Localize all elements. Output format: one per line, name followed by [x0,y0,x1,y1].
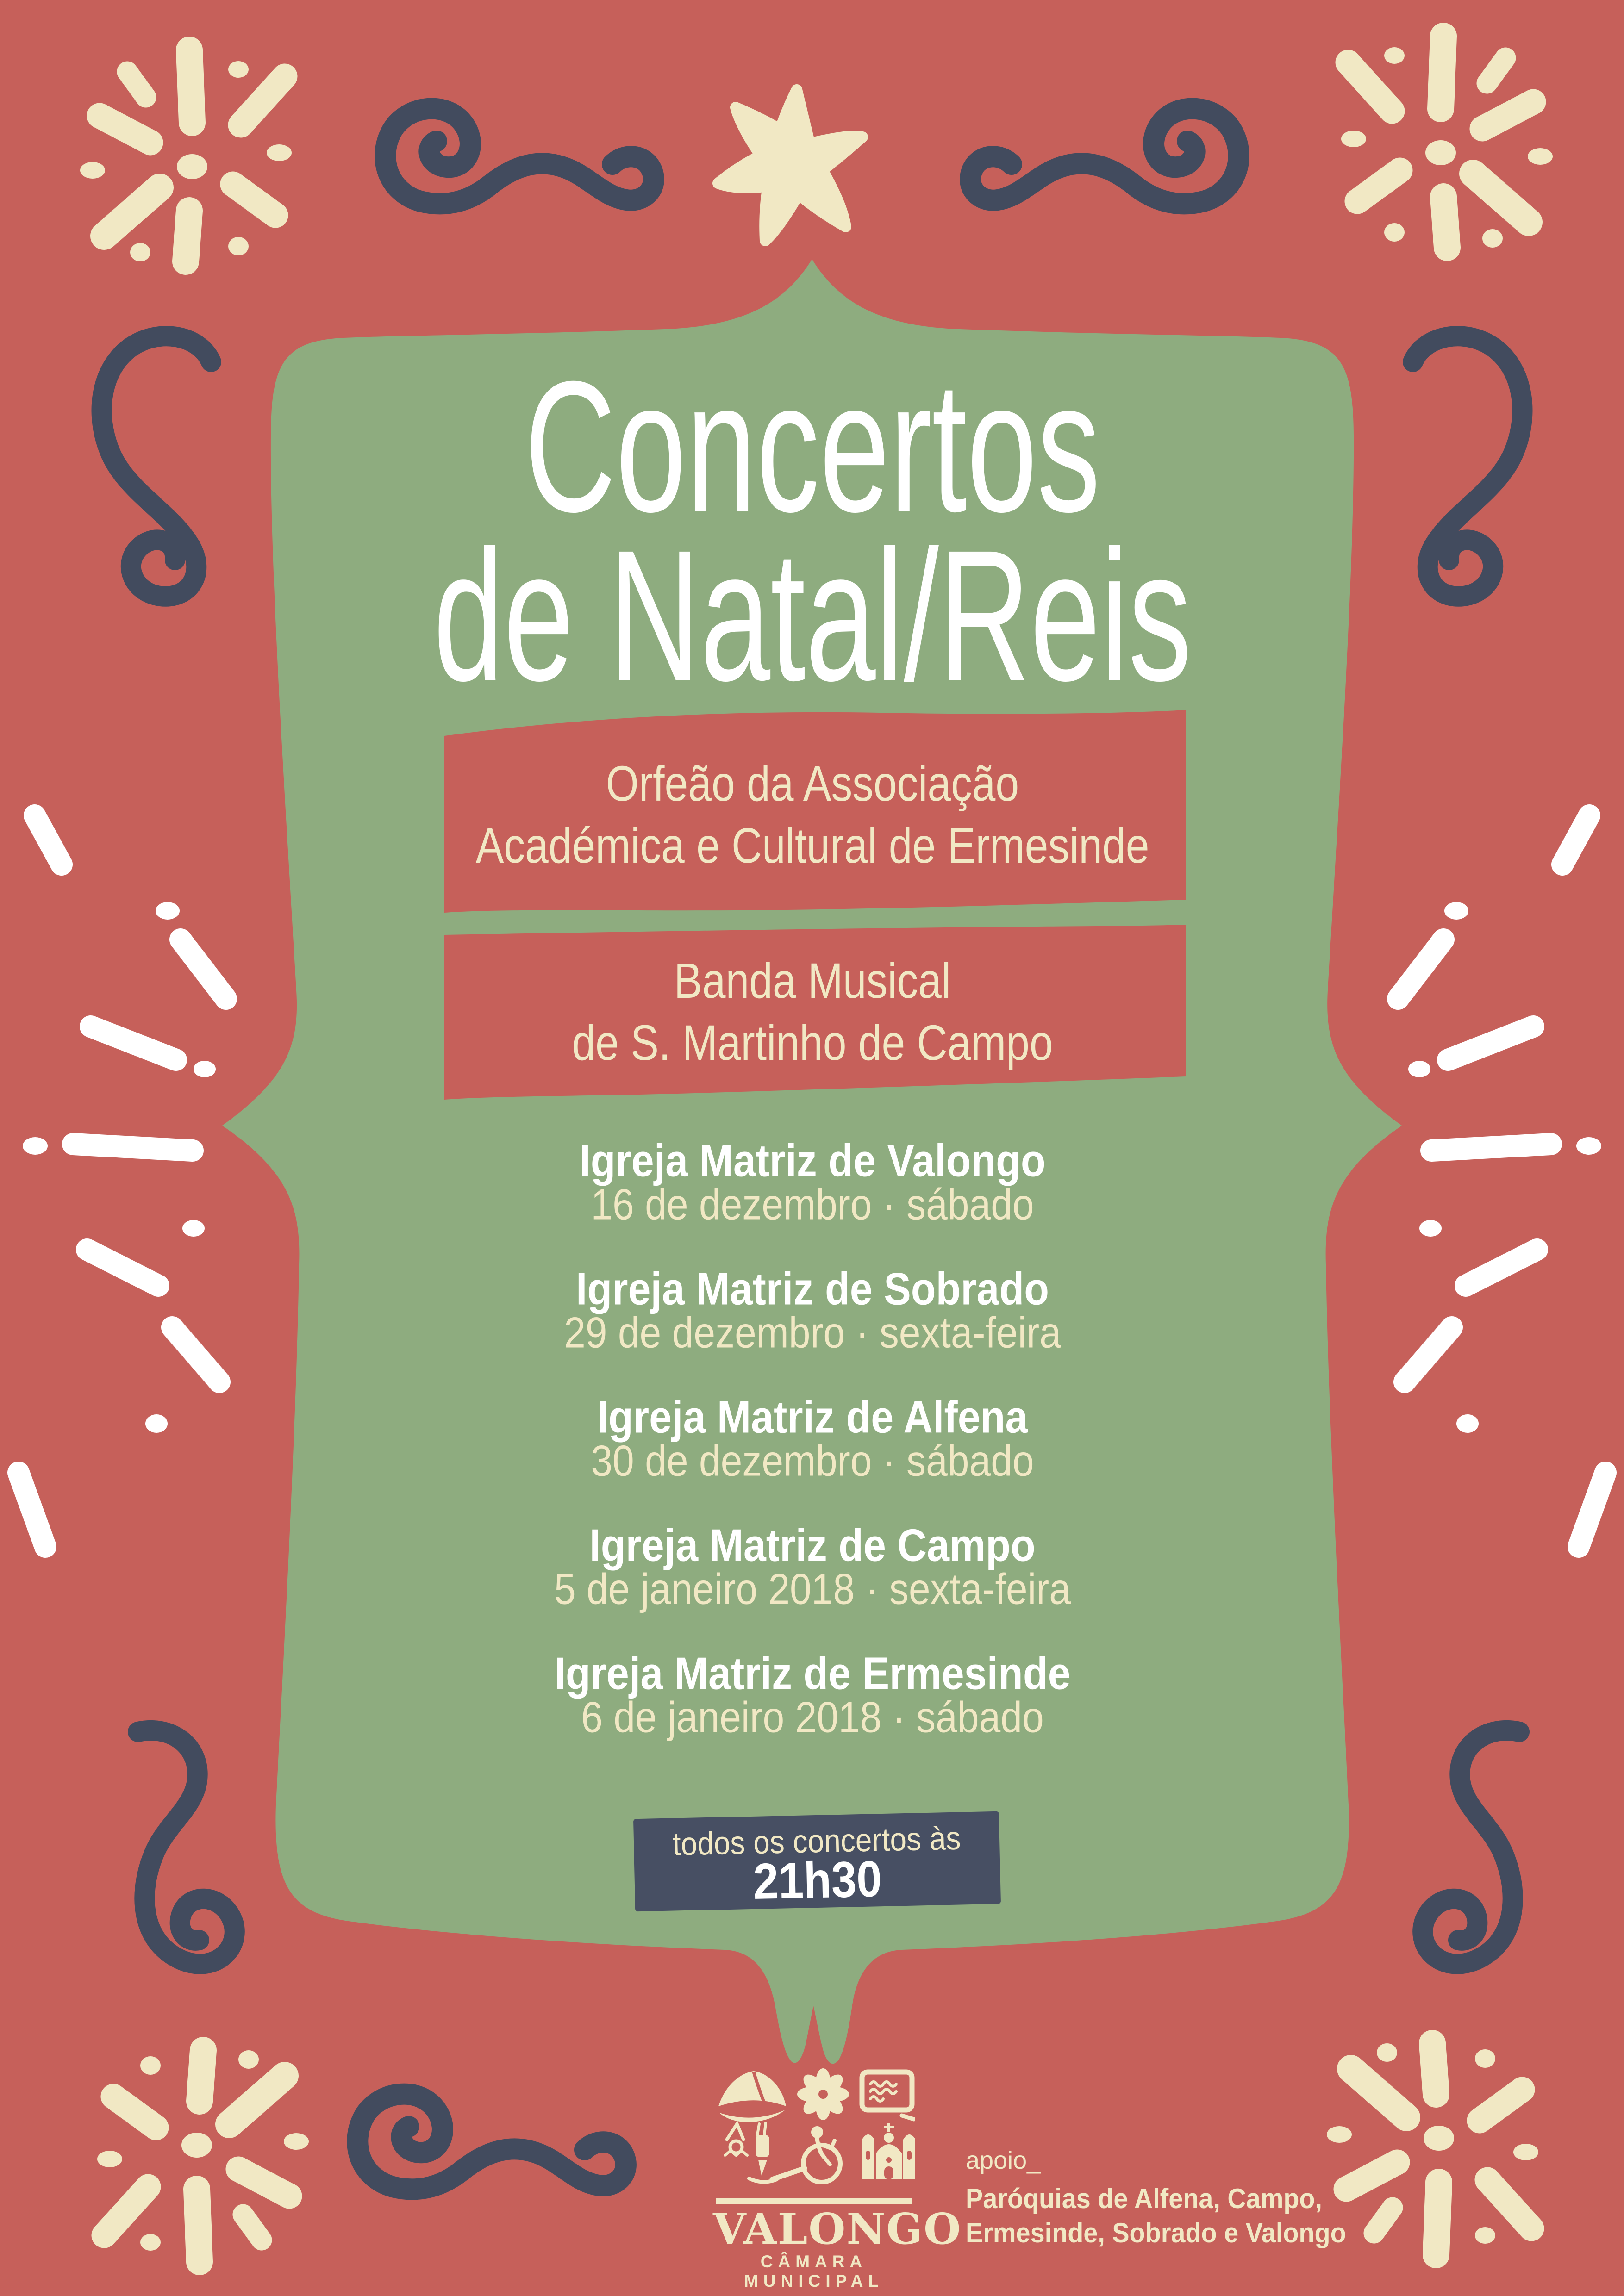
concert-date: 5 de janeiro 2018 · sexta-feira [554,1564,1071,1613]
time-box [633,1811,1001,1912]
concert-venue: Igreja Matriz de Campo [589,1519,1036,1571]
concert-venue: Igreja Matriz de Alfena [597,1391,1028,1443]
concert-venue: Igreja Matriz de Ermesinde [554,1648,1071,1699]
support-label: apoio_ [966,2147,1041,2174]
bugio-figures-icon [725,2123,777,2182]
logo-subtitle: CÂMARA MUNICIPAL [744,2252,884,2290]
support-credits [966,2146,1419,2250]
concert-date: 29 de dezembro · sexta-feira [564,1308,1061,1357]
concert-venue: Igreja Matriz de Valongo [579,1135,1046,1186]
valongo-logo-icons [713,2062,915,2196]
slate-tablet-icon [862,2072,914,2119]
bread-icon [718,2071,786,2122]
performer-2-line2: de S. Martinho de Campo [572,1015,1053,1071]
performer-1-line1: Orfeão da Associação [606,756,1019,812]
biscuit-icon [797,2068,849,2120]
support-line2: Ermesinde, Sobrado e Valongo [966,2217,1346,2248]
performer-2-line1: Banda Musical [674,953,951,1009]
time-box-time: 21h30 [752,1850,883,1910]
page-title-line1: Concertos [525,342,1100,551]
performer-1-line2: Académica e Cultural de Ermesinde [475,818,1149,874]
concert-venue: Igreja Matriz de Sobrado [576,1263,1049,1314]
valongo-logo [713,2062,915,2198]
wheel-rider-icon [772,2126,840,2182]
concert-list [259,0,1366,2296]
time-box-label: todos os concertos às [672,1819,962,1863]
logo-divider [716,2198,912,2204]
support-line1: Paróquias de Alfena, Campo, [966,2183,1323,2214]
concert-date: 6 de janeiro 2018 · sábado [581,1692,1044,1742]
concert-date: 30 de dezembro · sábado [591,1436,1034,1485]
concert-date: 16 de dezembro · sábado [591,1180,1034,1229]
page-title-line2: de Natal/Reis [433,510,1192,720]
logo-title: VALONGO [713,2204,962,2254]
church-icon [862,2123,915,2179]
